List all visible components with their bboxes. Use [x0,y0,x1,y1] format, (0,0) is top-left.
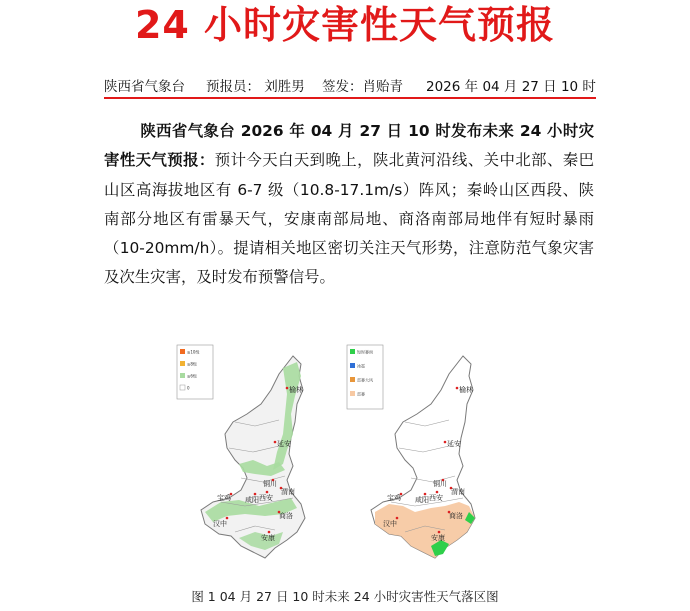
city-label: 宝鸡 [217,494,231,502]
legend-swatch-none [180,385,185,390]
wind-map-legend [177,345,213,399]
legend-swatch-thunder [350,391,355,396]
page-title: 24 小时灾害性天气预报 [134,3,556,47]
city-label: 铜川 [263,480,277,488]
weather-map-legend [347,345,383,409]
legend-label: 雷暴 [357,391,365,397]
header-divider [104,97,596,99]
city-label: 渭南 [451,488,465,496]
legend-label: 冰雹 [357,363,365,369]
legend-label: 短时暴雨 [357,349,373,355]
city-label: 渭南 [281,488,295,496]
city-label: 西安 [259,494,273,502]
city-label: 榆林 [459,386,473,394]
legend-label: ≥8级 [187,361,197,367]
wind-gust-map [175,342,325,570]
legend-label: 0 [187,385,190,391]
city-label: 安康 [261,534,275,542]
legend-swatch-heavy-rain [350,349,355,354]
city-label: 榆林 [289,386,303,394]
forecaster: 预报员： 刘胜男 [206,79,305,95]
issuer: 陕西省气象台 [104,79,185,95]
city-label: 汉中 [213,520,227,528]
forecast-lead: 陕西省气象台 2026 年 04 月 27 日 10 时发布未来 24 小时灾害性天气预报： [104,122,594,170]
issue-time: 2026 年 04 月 27 日 10 时 [426,79,596,95]
city-label: 安康 [431,534,445,542]
city-label: 咸阳 [415,496,429,504]
thunder-zone [375,502,475,558]
forecast-text: 预计今天白天到晚上，陕北黄河沿线、关中北部、秦巴山区高海拔地区有 6-7 级（10.8-17.1m/s）阵风；秦岭山区西段、陕南部分地区有雷暴天气，安康南部局地、商洛南部局地伴有短时暴雨（10-20mm/h）。提请相关地区密切关注天气形势，注意防范气象灾害及次生灾害，及时发布预警信号。 [104,151,594,287]
convective-weather-map [345,342,495,570]
city-label: 商洛 [449,512,463,520]
legend-swatch-gust8 [180,361,185,366]
legend-swatch-gust10 [180,349,185,354]
signer: 签发：肖贻青 [322,79,403,95]
city-label: 宝鸡 [387,494,401,502]
legend-label: ≥6级 [187,373,197,379]
city-label: 铜川 [433,480,447,488]
city-label: 延安 [277,440,291,448]
city-label: 商洛 [279,512,293,520]
legend-swatch-gust6 [180,373,185,378]
city-label: 延安 [447,440,461,448]
city-label: 咸阳 [245,496,259,504]
legend-label: 雷暴大风 [357,377,373,383]
legend-swatch-hail [350,363,355,368]
forecast-paragraph [104,117,594,293]
issue-info [104,77,594,97]
city-label: 西安 [429,494,443,502]
legend-swatch-thunder-wind [350,377,355,382]
legend-label: ≥10级 [187,349,200,355]
figure-caption: 图 1 04 月 27 日 10 时未来 24 小时灾害性天气落区图 [191,589,499,604]
city-label: 汉中 [383,520,397,528]
